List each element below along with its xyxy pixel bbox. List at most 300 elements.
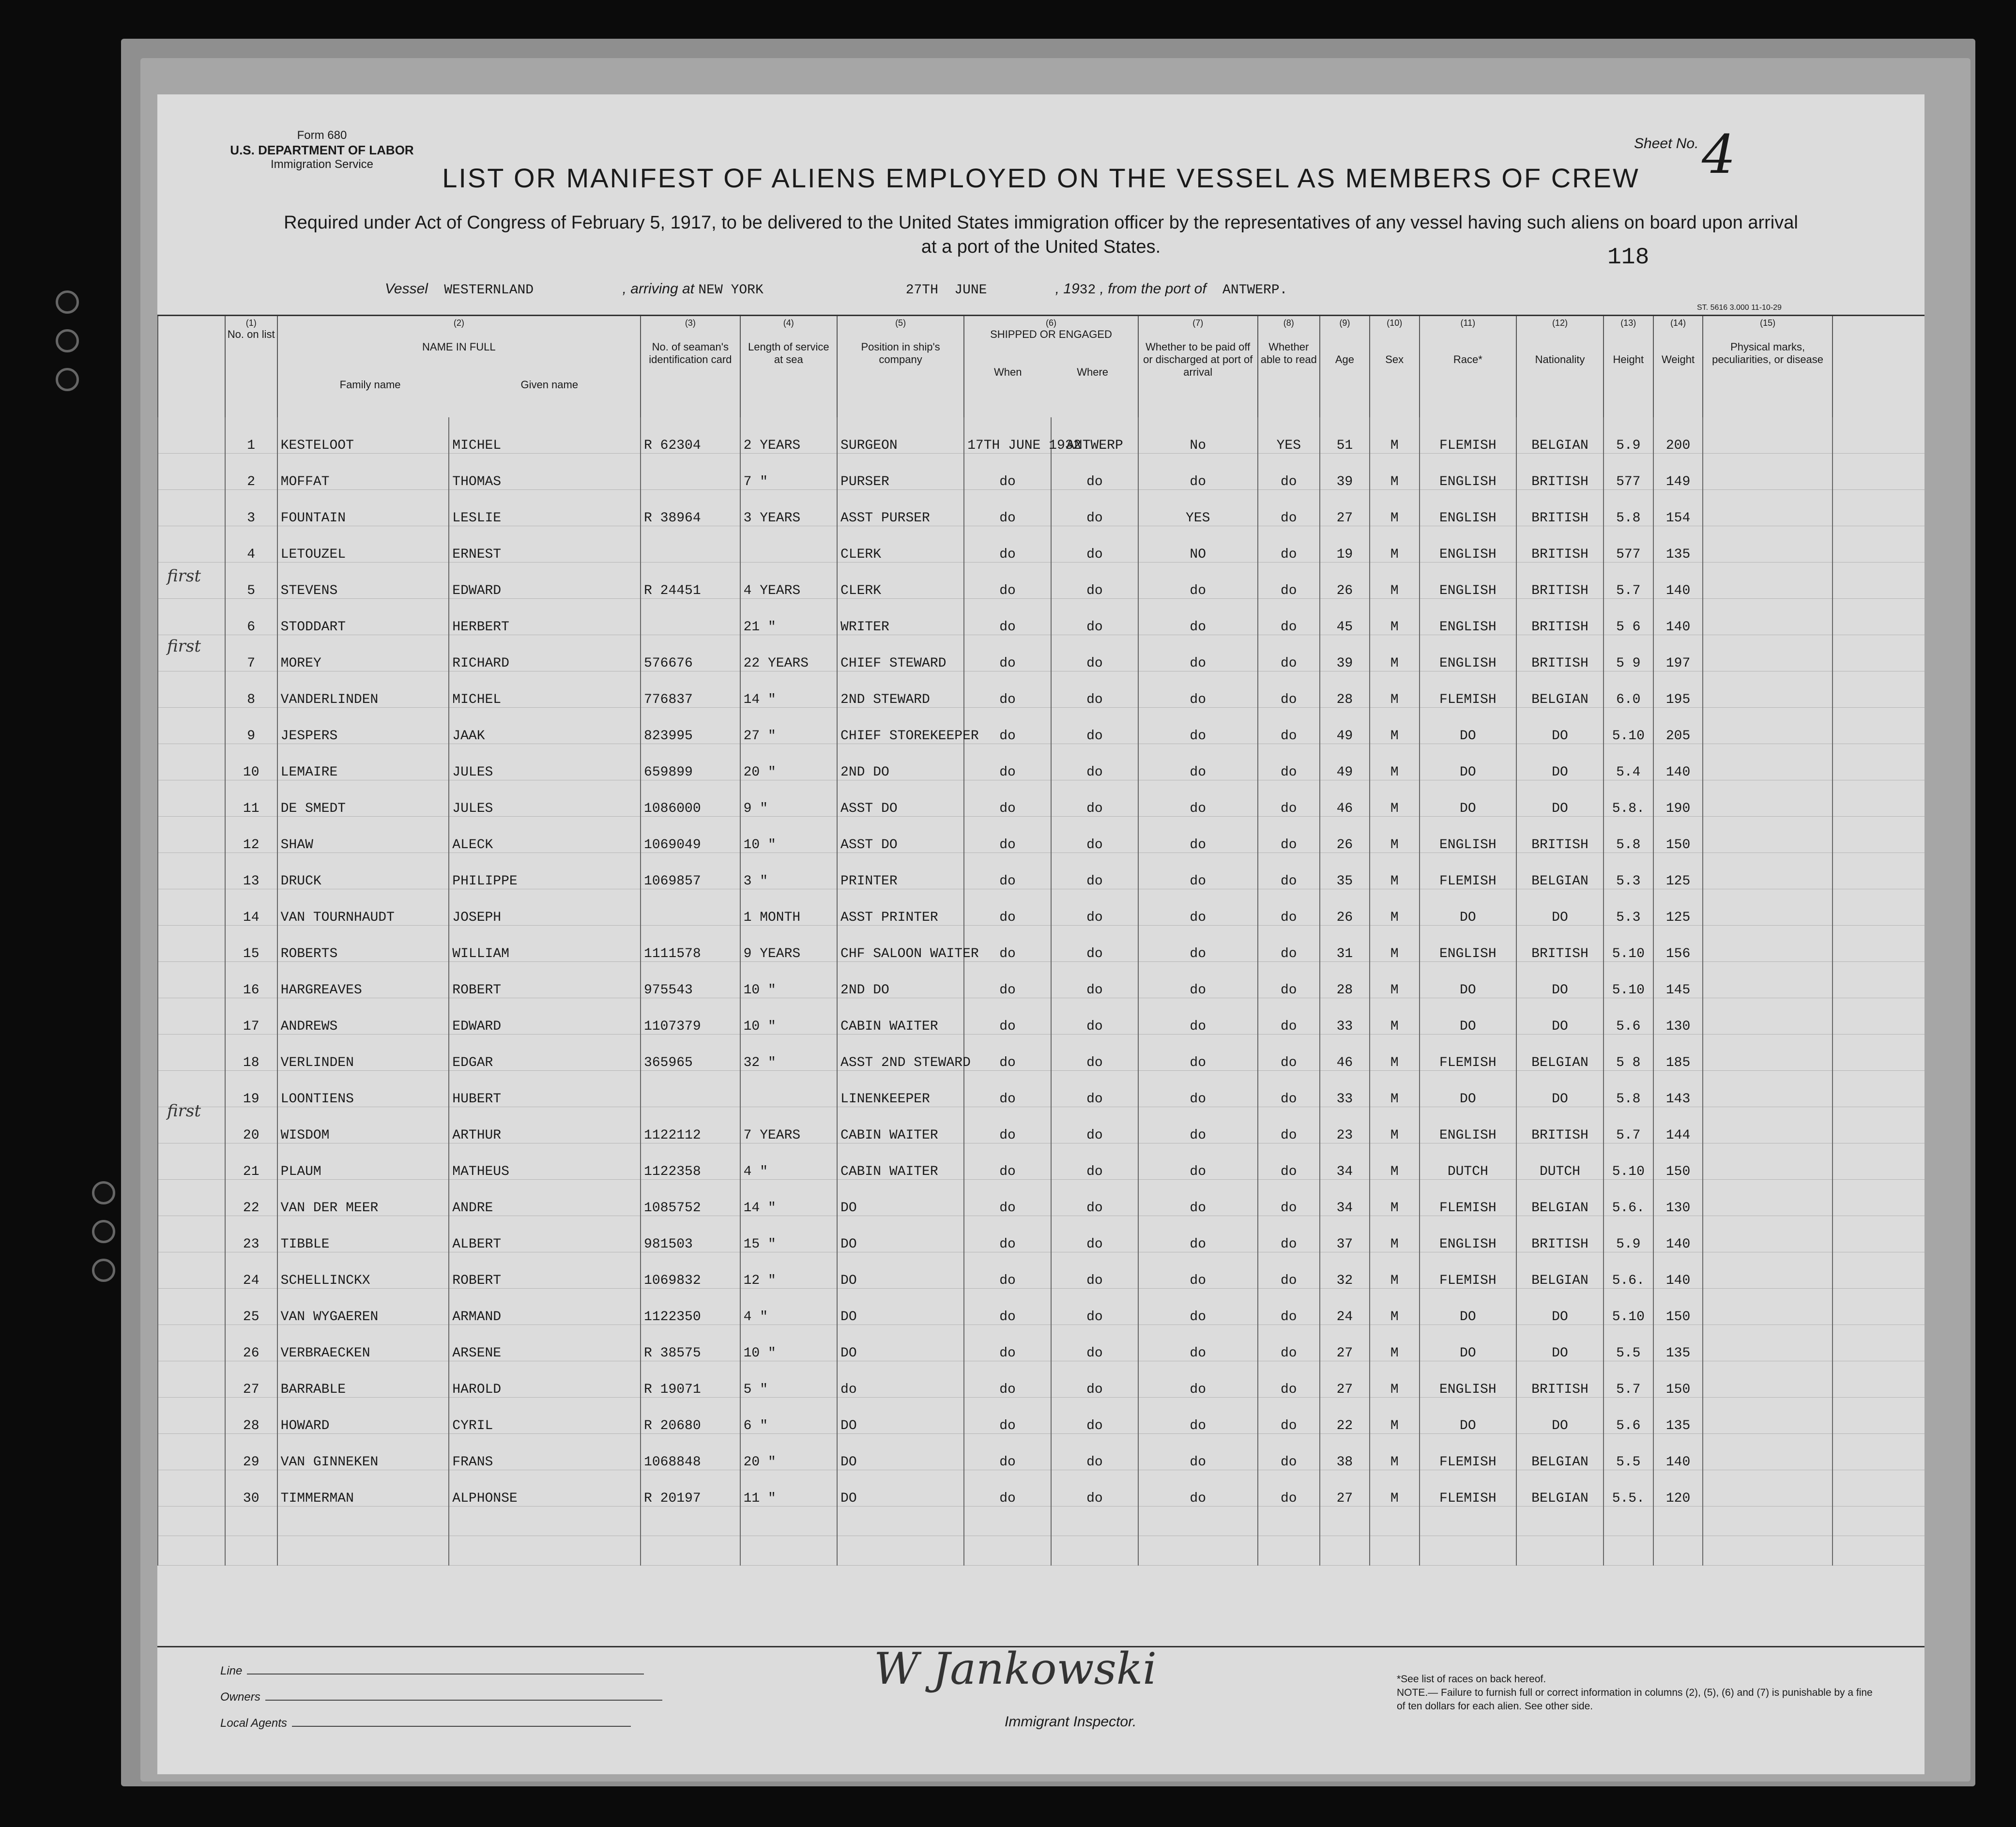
binder-hole (56, 368, 79, 391)
cell-nationality: DO (1516, 961, 1604, 998)
cell-when: do (964, 925, 1051, 961)
margin-cell (158, 998, 225, 1034)
cell-read: do (1258, 489, 1320, 526)
cell-service (740, 526, 837, 562)
cell-read: do (1258, 1470, 1320, 1506)
cell-position: 2ND STEWARD (837, 671, 964, 707)
cell-given: ANDRE (449, 1179, 641, 1216)
cell-weight: 140 (1653, 562, 1703, 598)
cell-where: do (1051, 671, 1138, 707)
cell-age: 28 (1320, 961, 1370, 998)
cell-position: DO (837, 1397, 964, 1433)
cell-marks (1703, 744, 1832, 780)
cell-height: 5.3 (1604, 853, 1653, 889)
cell-age: 27 (1320, 1325, 1370, 1361)
cell-given: MATHEUS (449, 1143, 641, 1179)
cell-age: 45 (1320, 598, 1370, 635)
blank-cell (1604, 1536, 1653, 1565)
sheet-number: 4 (1702, 123, 1736, 185)
cell-family: TIMMERMAN (277, 1470, 449, 1506)
cell-read: do (1258, 853, 1320, 889)
blank-cell (225, 1506, 277, 1536)
cell-service: 15 " (740, 1216, 837, 1252)
cell-when: do (964, 889, 1051, 925)
cell-sex: M (1370, 1179, 1420, 1216)
cell-position: DO (837, 1325, 964, 1361)
cell-card: R 20680 (641, 1397, 740, 1433)
table-row (158, 925, 1924, 961)
blank-cell (964, 1506, 1051, 1536)
cell-marks (1703, 1361, 1832, 1397)
cell-age: 26 (1320, 889, 1370, 925)
cell-where: do (1051, 780, 1138, 816)
margin-cell (158, 489, 225, 526)
cell-position: 2ND DO (837, 744, 964, 780)
cell-paid: do (1138, 780, 1258, 816)
cell-nationality: BRITISH (1516, 1216, 1604, 1252)
cell-family: VAN TOURNHAUDT (277, 889, 449, 925)
cell-family: SCHELLINCKX (277, 1252, 449, 1288)
cell-no: 29 (225, 1433, 277, 1470)
cell-where: do (1051, 1216, 1138, 1252)
cell-position: DO (837, 1433, 964, 1470)
margin-cell (158, 925, 225, 961)
cell-spare (1833, 1179, 1924, 1216)
cell-given: EDWARD (449, 562, 641, 598)
margin-cell (158, 1397, 225, 1433)
cell-weight: 140 (1653, 598, 1703, 635)
cell-service: 5 " (740, 1361, 837, 1397)
cell-when: do (964, 707, 1051, 744)
blank-cell (964, 1536, 1051, 1565)
cell-nationality: BRITISH (1516, 1107, 1604, 1143)
cell-given: ALBERT (449, 1216, 641, 1252)
table-row (158, 1034, 1924, 1070)
cell-read: do (1258, 1179, 1320, 1216)
cell-given: HAROLD (449, 1361, 641, 1397)
cell-card: 1068848 (641, 1433, 740, 1470)
cell-no: 26 (225, 1325, 277, 1361)
cell-when: do (964, 816, 1051, 853)
cell-where: do (1051, 598, 1138, 635)
cell-position: PURSER (837, 453, 964, 489)
cell-given: ROBERT (449, 1252, 641, 1288)
cell-marks (1703, 489, 1832, 526)
cell-race: DO (1420, 998, 1516, 1034)
cell-given: FRANS (449, 1433, 641, 1470)
binder-hole (56, 290, 79, 314)
cell-marks (1703, 1397, 1832, 1433)
cell-no: 25 (225, 1288, 277, 1325)
cell-when: do (964, 1325, 1051, 1361)
cell-card: 1122358 (641, 1143, 740, 1179)
cell-height: 5.9 (1604, 417, 1653, 454)
cell-where: do (1051, 1107, 1138, 1143)
cell-weight: 154 (1653, 489, 1703, 526)
cell-sex: M (1370, 562, 1420, 598)
cell-height: 5.10 (1604, 961, 1653, 998)
cell-position: SURGEON (837, 417, 964, 454)
cell-age: 28 (1320, 671, 1370, 707)
cell-no: 19 (225, 1070, 277, 1107)
cell-where: do (1051, 562, 1138, 598)
cell-height: 577 (1604, 453, 1653, 489)
cell-position: ASST 2ND STEWARD (837, 1034, 964, 1070)
margin-cell (158, 1216, 225, 1252)
margin-cell (158, 453, 225, 489)
cell-nationality: BELGIAN (1516, 853, 1604, 889)
cell-marks (1703, 1216, 1832, 1252)
cell-service: 4 YEARS (740, 562, 837, 598)
cell-nationality: DO (1516, 780, 1604, 816)
blank-cell (1703, 1506, 1832, 1536)
cell-when: do (964, 1143, 1051, 1179)
inspector-label: Immigrant Inspector. (1005, 1714, 1137, 1730)
cell-sex: M (1370, 925, 1420, 961)
cell-card: R 62304 (641, 417, 740, 454)
blank-cell (740, 1506, 837, 1536)
blank-cell (277, 1506, 449, 1536)
cell-where: do (1051, 889, 1138, 925)
blank-cell (641, 1536, 740, 1565)
cell-nationality: DO (1516, 1288, 1604, 1325)
cell-when: do (964, 1397, 1051, 1433)
cell-weight: 143 (1653, 1070, 1703, 1107)
service-name: Immigration Service (270, 158, 374, 171)
from-label: , from the port of (1100, 281, 1207, 297)
cell-when: do (964, 1216, 1051, 1252)
cell-read: do (1258, 780, 1320, 816)
cell-paid: do (1138, 1397, 1258, 1433)
cell-read: do (1258, 1034, 1320, 1070)
margin-note-row4: first (167, 566, 201, 586)
cell-weight: 150 (1653, 1143, 1703, 1179)
cell-where: do (1051, 1288, 1138, 1325)
cell-given: ALPHONSE (449, 1470, 641, 1506)
col-header-nationality: (12) Nationality (1516, 316, 1604, 417)
cell-service: 14 " (740, 671, 837, 707)
blank-cell (277, 1536, 449, 1565)
cell-marks (1703, 598, 1832, 635)
cell-weight: 140 (1653, 1216, 1703, 1252)
cell-height: 5.4 (1604, 744, 1653, 780)
from-port: ANTWERP. (1222, 283, 1288, 298)
table-row (158, 1470, 1924, 1506)
cell-card: 365965 (641, 1034, 740, 1070)
cell-marks (1703, 780, 1832, 816)
cell-spare (1833, 1143, 1924, 1179)
cell-position: PRINTER (837, 853, 964, 889)
cell-weight: 150 (1653, 816, 1703, 853)
cell-card: 1111578 (641, 925, 740, 961)
col-header-service: (4) Length of service at sea (740, 316, 837, 417)
table-row (158, 417, 1924, 454)
cell-race: ENGLISH (1420, 598, 1516, 635)
margin-cell (158, 417, 225, 454)
col-header-race: (11) Race* (1420, 316, 1516, 417)
cell-weight: 135 (1653, 1397, 1703, 1433)
cell-where: do (1051, 453, 1138, 489)
cell-race: DO (1420, 1325, 1516, 1361)
cell-age: 24 (1320, 1288, 1370, 1325)
cell-paid: do (1138, 1179, 1258, 1216)
cell-service: 10 " (740, 816, 837, 853)
margin-cell (158, 1361, 225, 1397)
cell-when: do (964, 744, 1051, 780)
table-row (158, 1216, 1924, 1252)
cell-when: do (964, 961, 1051, 998)
blank-cell (225, 1536, 277, 1565)
cell-card: 576676 (641, 635, 740, 671)
table-row (158, 1433, 1924, 1470)
cell-read: do (1258, 635, 1320, 671)
binder-hole (92, 1181, 115, 1204)
cell-card (641, 598, 740, 635)
arriving-label: , arriving at (622, 281, 695, 297)
cell-position: WRITER (837, 598, 964, 635)
cell-sex: M (1370, 1433, 1420, 1470)
cell-paid: do (1138, 562, 1258, 598)
cell-where: do (1051, 1252, 1138, 1288)
cell-where: ANTWERP (1051, 417, 1138, 454)
cell-sex: M (1370, 961, 1420, 998)
cell-position: do (837, 1361, 964, 1397)
blank-cell (1516, 1506, 1604, 1536)
cell-age: 32 (1320, 1252, 1370, 1288)
cell-card: 823995 (641, 707, 740, 744)
cell-paid: do (1138, 707, 1258, 744)
cell-height: 5.8 (1604, 1070, 1653, 1107)
binder-hole (92, 1220, 115, 1243)
crew-table (157, 315, 1924, 1566)
owners-blank (265, 1700, 662, 1701)
cell-height: 5.6 (1604, 998, 1653, 1034)
cell-family: VAN GINNEKEN (277, 1433, 449, 1470)
cell-paid: do (1138, 925, 1258, 961)
cell-no: 7 (225, 635, 277, 671)
cell-sex: M (1370, 780, 1420, 816)
blank-cell (1653, 1506, 1703, 1536)
cell-family: BARRABLE (277, 1361, 449, 1397)
cell-family: MOREY (277, 635, 449, 671)
col-header-name: (2) NAME IN FULL Family name Given name (277, 316, 641, 417)
cell-paid: No (1138, 417, 1258, 454)
col-header-read: (8) Whether able to read (1258, 316, 1320, 417)
cell-when: do (964, 1361, 1051, 1397)
cell-card: 1122112 (641, 1107, 740, 1143)
cell-position: DO (837, 1252, 964, 1288)
cell-race: ENGLISH (1420, 526, 1516, 562)
cell-read: do (1258, 1070, 1320, 1107)
cell-height: 5.8 (1604, 489, 1653, 526)
cell-where: do (1051, 635, 1138, 671)
cell-spare (1833, 889, 1924, 925)
cell-age: 35 (1320, 853, 1370, 889)
cell-service: 10 " (740, 998, 837, 1034)
table-row (158, 526, 1924, 562)
cell-given: HUBERT (449, 1070, 641, 1107)
cell-given: JULES (449, 744, 641, 780)
cell-age: 31 (1320, 925, 1370, 961)
cell-family: LOONTIENS (277, 1070, 449, 1107)
cell-marks (1703, 1179, 1832, 1216)
cell-sex: M (1370, 671, 1420, 707)
cell-given: PHILIPPE (449, 853, 641, 889)
cell-age: 26 (1320, 816, 1370, 853)
cell-family: PLAUM (277, 1143, 449, 1179)
cell-no: 20 (225, 1107, 277, 1143)
cell-card (641, 889, 740, 925)
col-header-weight: (14) Weight (1653, 316, 1703, 417)
cell-no: 1 (225, 417, 277, 454)
cell-family: STEVENS (277, 562, 449, 598)
cell-height: 5.9 (1604, 1216, 1653, 1252)
cell-given: ERNEST (449, 526, 641, 562)
cell-read: do (1258, 526, 1320, 562)
col-header-where: Where (1077, 366, 1108, 378)
cell-spare (1833, 1107, 1924, 1143)
blank-cell (158, 1536, 225, 1565)
cell-no: 11 (225, 780, 277, 816)
margin-cell (158, 598, 225, 635)
cell-given: JULES (449, 780, 641, 816)
year-prefix: , 19 (1055, 281, 1080, 297)
cell-card: 776837 (641, 671, 740, 707)
margin-cell (158, 816, 225, 853)
cell-nationality: BELGIAN (1516, 1470, 1604, 1506)
cell-race: ENGLISH (1420, 1107, 1516, 1143)
cell-when: do (964, 671, 1051, 707)
cell-when: do (964, 1034, 1051, 1070)
cell-where: do (1051, 1179, 1138, 1216)
cell-race: DO (1420, 961, 1516, 998)
cell-card: R 19071 (641, 1361, 740, 1397)
table-row (158, 1325, 1924, 1361)
cell-race: ENGLISH (1420, 1361, 1516, 1397)
manifest-sheet (157, 94, 1924, 1774)
cell-where: do (1051, 961, 1138, 998)
cell-marks (1703, 417, 1832, 454)
cell-paid: do (1138, 1470, 1258, 1506)
margin-cell (158, 853, 225, 889)
cell-read: do (1258, 998, 1320, 1034)
cell-service: 9 YEARS (740, 925, 837, 961)
margin-cell (158, 1034, 225, 1070)
cell-weight: 130 (1653, 998, 1703, 1034)
cell-position: DO (837, 1179, 964, 1216)
cell-position: 2ND DO (837, 961, 964, 998)
cell-position: DO (837, 1288, 964, 1325)
cell-position: CLERK (837, 562, 964, 598)
cell-when: do (964, 453, 1051, 489)
cell-marks (1703, 1288, 1832, 1325)
cell-height: 5.10 (1604, 1143, 1653, 1179)
cell-weight: 185 (1653, 1034, 1703, 1070)
cell-card: R 38575 (641, 1325, 740, 1361)
cell-read: do (1258, 1143, 1320, 1179)
vessel-label: Vessel (385, 281, 428, 297)
cell-where: do (1051, 998, 1138, 1034)
cell-sex: M (1370, 853, 1420, 889)
table-row (158, 635, 1924, 671)
table-row (158, 1252, 1924, 1288)
cell-position: DO (837, 1470, 964, 1506)
cell-service: 7 YEARS (740, 1107, 837, 1143)
cell-no: 3 (225, 489, 277, 526)
cell-spare (1833, 816, 1924, 853)
cell-paid: do (1138, 853, 1258, 889)
cell-weight: 140 (1653, 1433, 1703, 1470)
cell-no: 15 (225, 925, 277, 961)
cell-spare (1833, 598, 1924, 635)
cell-height: 5 9 (1604, 635, 1653, 671)
cell-family: DE SMEDT (277, 780, 449, 816)
cell-marks (1703, 889, 1832, 925)
cell-card: R 24451 (641, 562, 740, 598)
blank-cell (1420, 1536, 1516, 1565)
cell-family: LEMAIRE (277, 744, 449, 780)
blank-cell (641, 1506, 740, 1536)
agents-label: Local Agents (220, 1717, 287, 1730)
blank-cell (1138, 1506, 1258, 1536)
cell-sex: M (1370, 526, 1420, 562)
cell-sex: M (1370, 1325, 1420, 1361)
cell-nationality: DUTCH (1516, 1143, 1604, 1179)
cell-when: do (964, 1070, 1051, 1107)
cell-race: DO (1420, 889, 1516, 925)
cell-spare (1833, 526, 1924, 562)
cell-race: ENGLISH (1420, 816, 1516, 853)
cell-marks (1703, 961, 1832, 998)
cell-age: 37 (1320, 1216, 1370, 1252)
cell-service: 1 MONTH (740, 889, 837, 925)
cell-sex: M (1370, 889, 1420, 925)
cell-spare (1833, 489, 1924, 526)
cell-card: 1069832 (641, 1252, 740, 1288)
cell-paid: do (1138, 816, 1258, 853)
cell-marks (1703, 635, 1832, 671)
spare-header (1833, 316, 1924, 417)
page-subtitle: Required under Act of Congress of February 5, 1917, to be delivered to the United States immigration officer by the representatives of any vessel having such aliens on board upon arrival at a port of the United States. (284, 213, 1798, 257)
cell-service: 7 " (740, 453, 837, 489)
blank-row (158, 1506, 1924, 1536)
cell-family: VAN DER MEER (277, 1179, 449, 1216)
cell-height: 577 (1604, 526, 1653, 562)
cell-race: FLEMISH (1420, 1433, 1516, 1470)
cell-read: do (1258, 707, 1320, 744)
cell-position: DO (837, 1216, 964, 1252)
blank-cell (1320, 1536, 1370, 1565)
table-row (158, 889, 1924, 925)
cell-read: do (1258, 744, 1320, 780)
cell-service: 9 " (740, 780, 837, 816)
cell-when: do (964, 780, 1051, 816)
cell-card: 981503 (641, 1216, 740, 1252)
cell-no: 27 (225, 1361, 277, 1397)
binder-hole (56, 329, 79, 352)
cell-race: DO (1420, 1070, 1516, 1107)
cell-when: do (964, 1288, 1051, 1325)
cell-family: FOUNTAIN (277, 489, 449, 526)
cell-service: 14 " (740, 1179, 837, 1216)
cell-no: 10 (225, 744, 277, 780)
col-header-sex: (10) Sex (1370, 316, 1420, 417)
cell-spare (1833, 1034, 1924, 1070)
cell-race: DO (1420, 780, 1516, 816)
cell-race: FLEMISH (1420, 853, 1516, 889)
cell-age: 33 (1320, 1070, 1370, 1107)
cell-sex: M (1370, 635, 1420, 671)
